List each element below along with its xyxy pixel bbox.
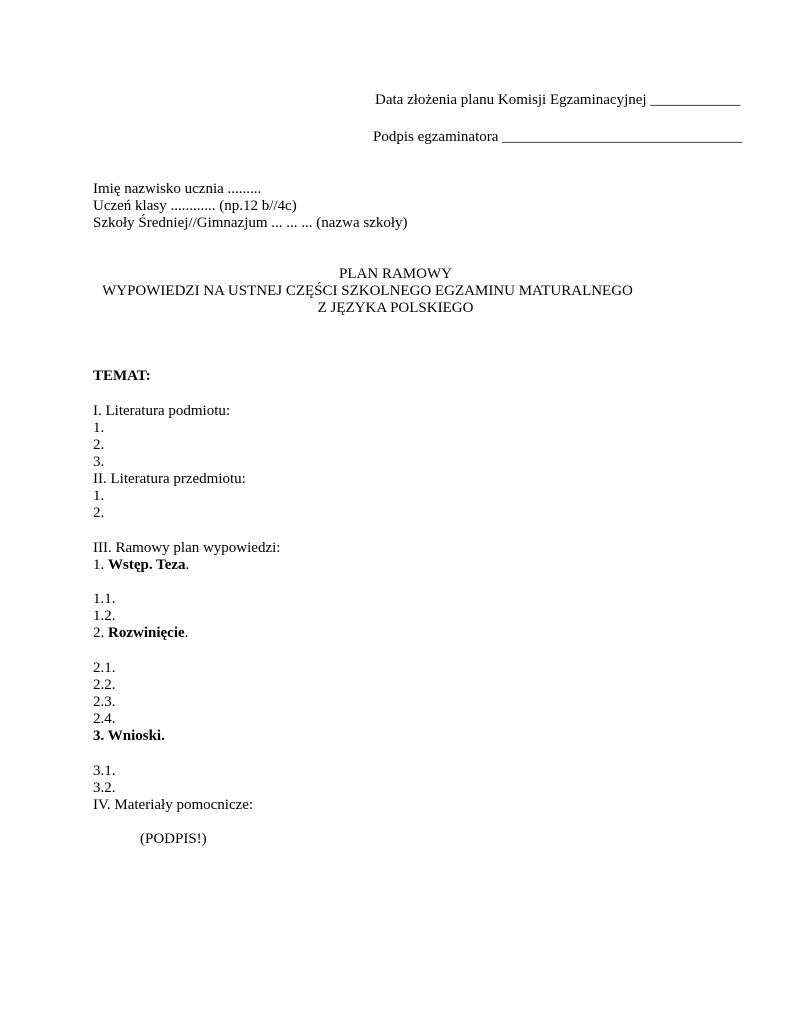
student-name-line: Imię nazwisko ucznia .........: [93, 181, 262, 197]
introduction-item: 1.2.: [93, 608, 116, 624]
section-1-item: 3.: [93, 454, 105, 470]
conclusion-item: 3.2.: [93, 780, 116, 796]
section-4-heading: IV. Materiały pomocnicze:: [93, 797, 254, 813]
development-heading: [93, 625, 188, 642]
development-label: Rozwinięcie: [108, 625, 185, 641]
section-2-heading: II. Literatura przedmiotu:: [93, 471, 246, 487]
plan-title-line-3: Z JĘZYKA POLSKIEGO: [317, 300, 474, 316]
school-line: Szkoły Średniej//Gimnazjum ... ... ... (nazwa szkoły): [93, 215, 408, 231]
introduction-number: 1.: [93, 557, 108, 573]
development-suffix: .: [184, 625, 189, 641]
student-class-line: Uczeń klasy ............ (np.12 b//4c): [93, 198, 297, 214]
conclusion-item: 3.1.: [93, 763, 116, 779]
development-number: 2.: [93, 625, 108, 641]
section-2-item: 1.: [93, 488, 105, 504]
development-item: 2.4.: [93, 711, 116, 727]
section-2-item: 2.: [93, 505, 105, 521]
development-item: 2.3.: [93, 694, 116, 710]
development-item: 2.2.: [93, 677, 116, 693]
introduction-heading: [93, 557, 189, 574]
section-1-item: 2.: [93, 437, 105, 453]
introduction-suffix: .: [185, 557, 190, 573]
introduction-label: Wstęp. Teza: [108, 557, 186, 573]
submission-date-line: Data złożenia planu Komisji Egzaminacyjnej ____________: [375, 92, 741, 108]
examiner-signature-line: Podpis egzaminatora ________________________________: [373, 129, 743, 145]
development-item: 2.1.: [93, 660, 116, 676]
plan-title-line-2: WYPOWIEDZI NA USTNEJ CZĘŚCI SZKOLNEGO EGZAMINU MATURALNEGO: [102, 283, 633, 299]
conclusions-heading: 3. Wnioski.: [93, 728, 165, 744]
topic-label: TEMAT:: [93, 368, 151, 384]
plan-title-line-1: PLAN RAMOWY: [339, 266, 452, 282]
section-3-heading: III. Ramowy plan wypowiedzi:: [93, 540, 281, 556]
introduction-item: 1.1.: [93, 591, 116, 607]
section-1-item: 1.: [93, 420, 105, 436]
section-1-heading: I. Literatura podmiotu:: [93, 403, 231, 419]
signature-note: (PODPIS!): [140, 831, 207, 847]
